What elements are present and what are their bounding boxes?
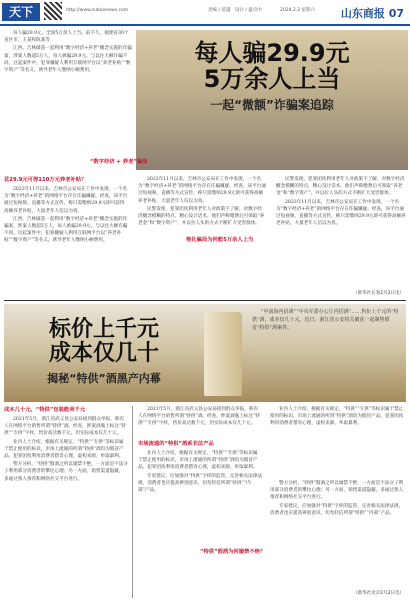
story1-col-1 bbox=[4, 186, 128, 298]
story1-body-right: 民警发现，犯罪团伙利用老年人对政策不了解、对数字经济概念模糊的特点，精心设计话术。他们声称缴费后可领取“养老金”和“数字资产”，并以拉人头的方式不断扩大受害群体。 bbox=[276, 177, 405, 197]
story2-headline-2: 成本仅几十 bbox=[48, 341, 159, 366]
story2-body-1-b: 2021年5月，浙江省武义县公安局接到群众举报，称有人在网络平台销售所谓“特供”酒。经查，涉案酒瓶上标注“特供”“专供”字样，售价高达数千元，但实际成本仅几十元。 bbox=[138, 407, 260, 427]
qr-code-icon bbox=[44, 2, 62, 20]
date-line: 2024.2.3 星期六 bbox=[280, 8, 315, 13]
story1-headline-1: 每人骗29.9元 bbox=[194, 39, 350, 67]
story2-col-2 bbox=[138, 450, 262, 598]
story1-body-right-a: 民警发现，犯罪团伙利用老年人对政策不了解、对数字经济概念模糊的特点，精心设计话术。他们声称缴费后可领取“养老金”和“数字资产”，并以拉人头的方式不断扩大受害群体。 bbox=[138, 206, 265, 227]
website-url: http://www.subaonews.com bbox=[66, 8, 129, 13]
story1-body-left: 江西、吉林破获一起利用“数字经济+养老”概念实施的诈骗案，涉案人数超5万人，每人被骗29.9元。与以往大额诈骗不同，这起案件中，犯罪嫌疑人利用互联网平台以“养老补贴”“数字资产”等名义，诱导老年人缴纳小额费用。 bbox=[4, 46, 132, 74]
story1-subhead-2: 抱化骗局为何能5万余人上当 bbox=[186, 237, 254, 243]
story2-col-3-top bbox=[270, 406, 406, 476]
story2-body-4: 专家建议，应加强对“特供”字样的监管，完善相关法律法规，消费者也应提高辨别意识，切勿轻信所谓“特供”“内部”产品。 bbox=[270, 503, 404, 516]
story1-photo-text bbox=[4, 30, 132, 174]
story1-lede: 每人骗29.9元，全国5万余人上当。前不久，福建省30个省区市，王某和陈某等 bbox=[4, 31, 129, 44]
story1-byline: （新华社长春2月2日电） bbox=[353, 291, 404, 296]
story2-lede-text: “中南海内招酒”“中央军委办公厅内招酒”……售价上千元的“特供”酒，成本仅几十元。近日，浙江省公安机关破获一起制售假冒“特供”酒案件。 bbox=[252, 309, 399, 331]
paper-name: 山东商报 bbox=[340, 7, 385, 20]
section-label: 天下 bbox=[2, 3, 40, 21]
masthead bbox=[341, 5, 404, 21]
story2-body-1: 2021年5月，浙江省武义县公安局接到群众举报，称有人在网络平台销售所谓“特供”酒。经查，涉案酒瓶上标注“特供”“专供”字样，售价高达数千元，但实际成本仅几十元。 bbox=[4, 417, 126, 437]
story1-body-mid: 2023年11月以来，吉林市公安局在工作中发现，一个名为“数字经济+养老”的网络平台存在诈骗嫌疑。经查，该平台通过短视频、直播等方式宣传，称只需缴纳29.9元即可获得高额养老补贴，大量老年人信以为真。 bbox=[4, 187, 128, 214]
story1-subhead-1: 花29.9元可得110万元养老补贴？ bbox=[4, 177, 87, 183]
story2-subheadline: 揭秘“特供”酒黑产内幕 bbox=[47, 372, 161, 385]
story2-body-3-a: 警方分析，“特供”假酒之所以屡禁不绝，一方面是不法分子利用部分消费者的攀比心理；另一方面，销售渠道隐蔽，多通过熟人推荐和网络社交平台进行。 bbox=[4, 462, 128, 482]
story2-body-4-a: 专家建议，应加强对“特供”字样的监管，完善相关法律法规，消费者也应提高辨别意识，切勿轻信所谓“特供”“内部”产品。 bbox=[138, 473, 262, 494]
story1-photo-caption: “数字经济 + 养老”骗局 bbox=[90, 159, 148, 165]
story2-body-3: 警方分析，“特供”假酒之所以屡禁不绝，一方面是不法分子利用部分消费者的攀比心理；另一方面，销售渠道隐蔽，多通过熟人推荐和网络社交平台进行。 bbox=[270, 481, 404, 501]
story1-headline-2: 5万余人上当 bbox=[203, 65, 341, 93]
section-divider bbox=[4, 300, 406, 301]
story2-body-2-a: 业内人士介绍，根据有关规定，“特供”“专供”等标识属于禁止使用的标识，市场上流通的所谓“特供”酒均为假冒产品。犯罪团伙利用消费者猎奇心理，虚构来源，牟取暴利。 bbox=[4, 439, 124, 460]
liquor-bottle-image bbox=[204, 312, 242, 396]
story1-body-mid-cont: 2023年11月以来，吉林市公安局在工作中发现，一个名为“数字经济+养老”的网络平台存在诈骗嫌疑。经查，该平台通过短视频、直播等方式宣传，称只需缴纳29.9元即可获得高额养老补贴，大量老年人信以为真。 bbox=[138, 177, 266, 204]
story2-lede bbox=[252, 308, 402, 398]
story2-headline-1: 标价上千元 bbox=[48, 317, 159, 342]
story2-col-3 bbox=[270, 480, 406, 588]
story2-byline: （新华社北京2月2日电） bbox=[353, 591, 404, 596]
story2-subhead-3: “特供”假酒为何屡禁不绝？ bbox=[200, 549, 266, 555]
story2-body-2: 业内人士介绍，根据有关规定，“特供”“专供”等标识属于禁止使用的标识，市场上流通的所谓“特供”酒均为假冒产品。犯罪团伙利用消费者猎奇心理，虚构来源，牟取暴利。 bbox=[138, 451, 258, 471]
story1-subheadline: 一起“微额”诈骗案追踪 bbox=[210, 98, 334, 112]
story2-col-2-top bbox=[138, 406, 262, 436]
story1-col-3 bbox=[276, 176, 406, 288]
page-number: 07 bbox=[388, 7, 404, 20]
story2-subhead-2: 市场流通的“特供”酒系非法产品 bbox=[138, 441, 214, 447]
story2-col-1 bbox=[4, 416, 128, 598]
story1-body-mid-b: 2023年11月以来，吉林市公安局在工作中发现，一个名为“数字经济+养老”的网络平台存在诈骗嫌疑。经查，该平台通过短视频、直播等方式宣传，称只需缴纳29.9元即可获得高额养老补贴，大量老年人信以为真。 bbox=[276, 199, 406, 227]
story2-subhead-1: 成本几十元，“特供”包装能卖千元 bbox=[4, 407, 86, 413]
story1-body-left-cont: 江西、吉林破获一起利用“数字经济+养老”概念实施的诈骗案，涉案人数超5万人，每人被骗29.9元。与以往大额诈骗不同，这起案件中，犯罪嫌疑人利用互联网平台以“养老补贴”“数字资产”等名义，诱导老年人缴纳小额费用。 bbox=[4, 216, 128, 244]
column-rule bbox=[132, 406, 133, 598]
editor-line: 责编 / 延越 设计 / 盛宗中 bbox=[208, 8, 262, 13]
story2-body-2-b: 业内人士介绍，根据有关规定，“特供”“专供”等标识属于禁止使用的标识，市场上流通的所谓“特供”酒均为假冒产品。犯罪团伙利用消费者猎奇心理，虚构来源，牟取暴利。 bbox=[270, 407, 404, 427]
